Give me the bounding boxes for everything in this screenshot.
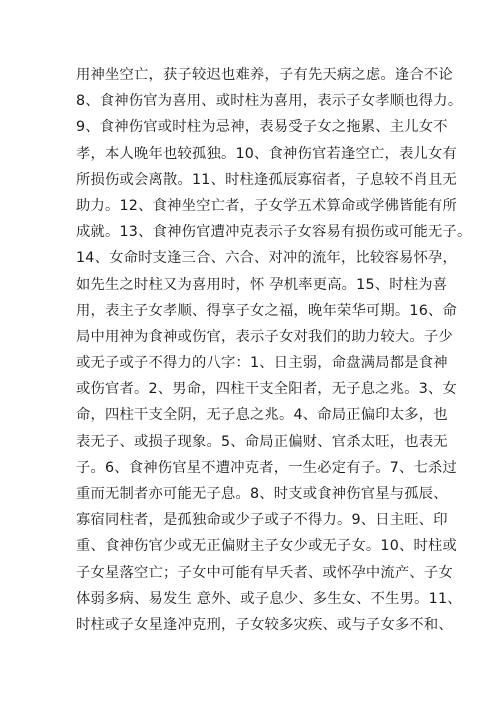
text-line-17: 重而无制者亦可能无子息。8、时支或食神伤官星与孤辰、 xyxy=(76,486,448,502)
text-line-4: 孝，本人晚年也较孤独。10、食神伤官若逢空亡，表儿女有 xyxy=(76,145,458,162)
text-line-10: 用，表主子女孝顺、得享子女之福，晚年荣华可期。16、命 xyxy=(76,302,458,319)
text-line-21: 体弱多病、易发生 意外、或子息少、多生女、不生男。11、 xyxy=(76,590,462,607)
text-line-20: 子女星落空亡；子女中可能有早夭者、或怀孕中流产、子女 xyxy=(76,564,453,581)
text-line-1: 用神坐空亡，获子较迟也难养，子有先天病之虑。逢合不论 xyxy=(76,67,453,83)
text-line-7: 成就。13、食神伤官遭冲克表示子女容易有损伤或可能无子。 xyxy=(76,224,472,241)
text-line-11: 局中用神为食神或伤官，表示子女对我们的助力较大。子少 xyxy=(76,328,453,345)
text-line-13: 或伤官者。2、男命，四柱干支全阳者，无子息之兆。3、女 xyxy=(76,381,458,398)
text-line-2: 8、食神伤官为喜用、或时柱为喜用，表示子女孝顺也得力。 xyxy=(76,93,463,110)
body-text xyxy=(76,62,472,638)
text-line-8: 14、女命时支逢三合、六合、对冲的流年，比较容易怀孕， xyxy=(76,250,458,267)
text-line-22: 时柱或子女星逢冲克刑，子女较多灾疾、或与子女多不和、 xyxy=(76,616,453,633)
text-line-9: 如先生之时柱又为喜用时，怀 孕机率更高。15、时柱为喜 xyxy=(76,276,448,293)
text-line-14: 命，四柱干支全阴，无子息之兆。4、命局正偏印太多，也 xyxy=(76,407,448,424)
text-line-19: 重、食神伤官少或无正偏财主子女少或无子女。10、时柱或 xyxy=(76,538,458,555)
text-line-6: 助力。12、食神坐空亡者，子女学五术算命或学佛皆能有所 xyxy=(76,197,458,214)
text-line-15: 表无子、或损子现象。5、命局正偏财、官杀太旺，也表无 xyxy=(76,433,448,450)
text-line-16: 子。6、食神伤官星不遭冲克者，一生必定有子。7、七杀过 xyxy=(76,459,458,476)
text-line-3: 9、食神伤官或时柱为忌神，表易受子女之拖累、主儿女不 xyxy=(76,119,448,136)
text-line-18: 寡宿同柱者，是孤独命或少子或子不得力。9、日主旺、印 xyxy=(76,512,448,529)
text-line-12: 或无子或子不得力的八字：1、日主弱，命盘满局都是食神 xyxy=(76,355,448,372)
text-line-5: 所损伤或会离散。11、时柱逢孤辰寡宿者，子息较不肖且无 xyxy=(76,171,458,188)
